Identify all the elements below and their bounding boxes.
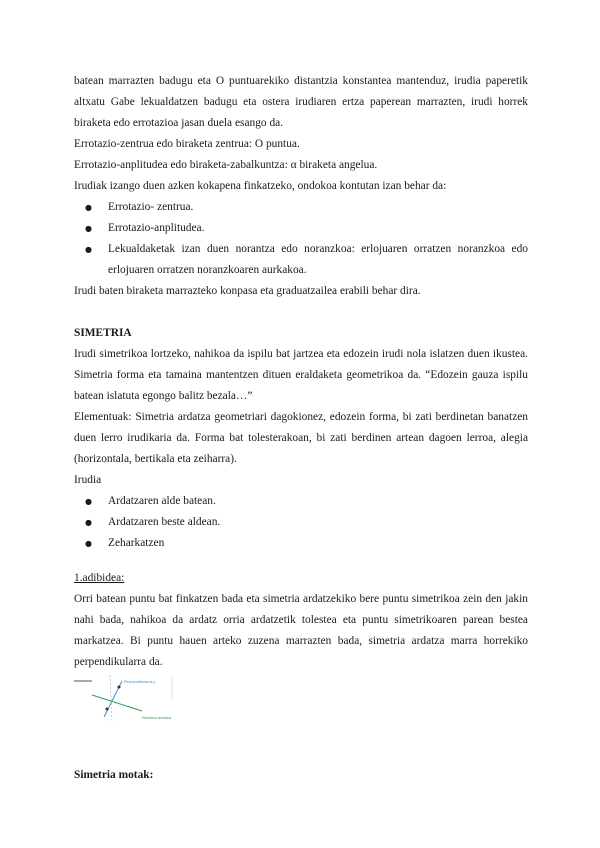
list-item: ● Zeharkatzen: [74, 533, 528, 554]
rotation-bullet-list: [74, 197, 528, 281]
page-content: [74, 71, 528, 786]
symmetry-diagram: [74, 675, 189, 721]
label-axis: Simetria ardatza: [142, 715, 172, 720]
rotation-center-line: Errotazio-zentrua edo biraketa zentrua: O puntua.: [74, 138, 300, 150]
list-item: ● Errotazio-anplitudea.: [74, 218, 528, 239]
example-label: 1.adibidea:: [74, 572, 125, 584]
rotation-position-intro: Irudiak izango duen azken kokapena finkatzeko, ondokoa kontutan izan behar da:: [74, 180, 447, 192]
list-item: ● Errotazio- zentrua.: [74, 197, 528, 218]
rotation-amplitude-line: Errotazio-anplitudea edo biraketa-zabalkuntza: α biraketa angelua.: [74, 159, 378, 171]
symmetry-figure: [74, 675, 189, 721]
list-item: ● Ardatzaren beste aldean.: [74, 512, 528, 533]
rotation-tools-line: Irudi baten biraketa marrazteko konpasa eta graduatzailea erabili behar dira.: [74, 285, 421, 297]
list-item: ● Ardatzaren alde batean.: [74, 491, 528, 512]
paragraph-elementuak: Elementuak: Simetria ardatza geometriari dagokionez, edozein forma, bi zati berdinetan banatzen duen lerro irudikaria da. Forma bat tolesterakoan, bi zati berdinen artean dagoen lerroa, alegia (horizontala, bertikala eta zeiharra).: [74, 411, 528, 465]
symmetry-axis-line: [92, 695, 142, 711]
paragraph-example: Orri batean puntu bat finkatzen bada eta simetria ardatzekiko bere puntu simetrikoa zein den jakin nahi bada, nahikoa da ardatz orria ardatzetik tolestea eta puntu simetrikoaren parean bestea markatzea. Bi puntu hauen arteko zuzena marrazten bada, simetria ardatza marra horrekiko perpendikularra da.: [74, 593, 528, 668]
section-heading-motak: Simetria motak:: [74, 769, 154, 781]
label-perpendicular: Perpendikularra p: [124, 679, 156, 684]
paragraph-simetria: Irudi simetrikoa lortzeko, nahikoa da ispilu bat jartzea eta edozein irudi nola islatzen duen ikustea. Simetria forma eta tamaina mantentzen dituen eraldaketa geometrikoa da. “Edozein gauza ispilu batean islatuta egongo balitz bezala…”: [74, 348, 528, 402]
list-item: ● Lekualdaketak izan duen norantza edo noranzkoa: erlojuaren orratzen noranzkoa edo erlojuaren orratzen noranzkoaren aurkakoa.: [74, 239, 528, 281]
paragraph-rotation-intro: batean marrazten badugu eta O puntuarekiko distantzia konstantea mantenduz, irudia paperetik altxatu Gabe lekualdatzen badugu eta ostera irudiaren ertza paperean marrazten, irudi horrek biraketa edo errotazioa jasan duela esango da.: [74, 75, 528, 129]
section-heading-simetria: SIMETRIA: [74, 327, 132, 339]
axis-bullet-list: [74, 491, 528, 554]
irudia-line: Irudia: [74, 474, 102, 486]
